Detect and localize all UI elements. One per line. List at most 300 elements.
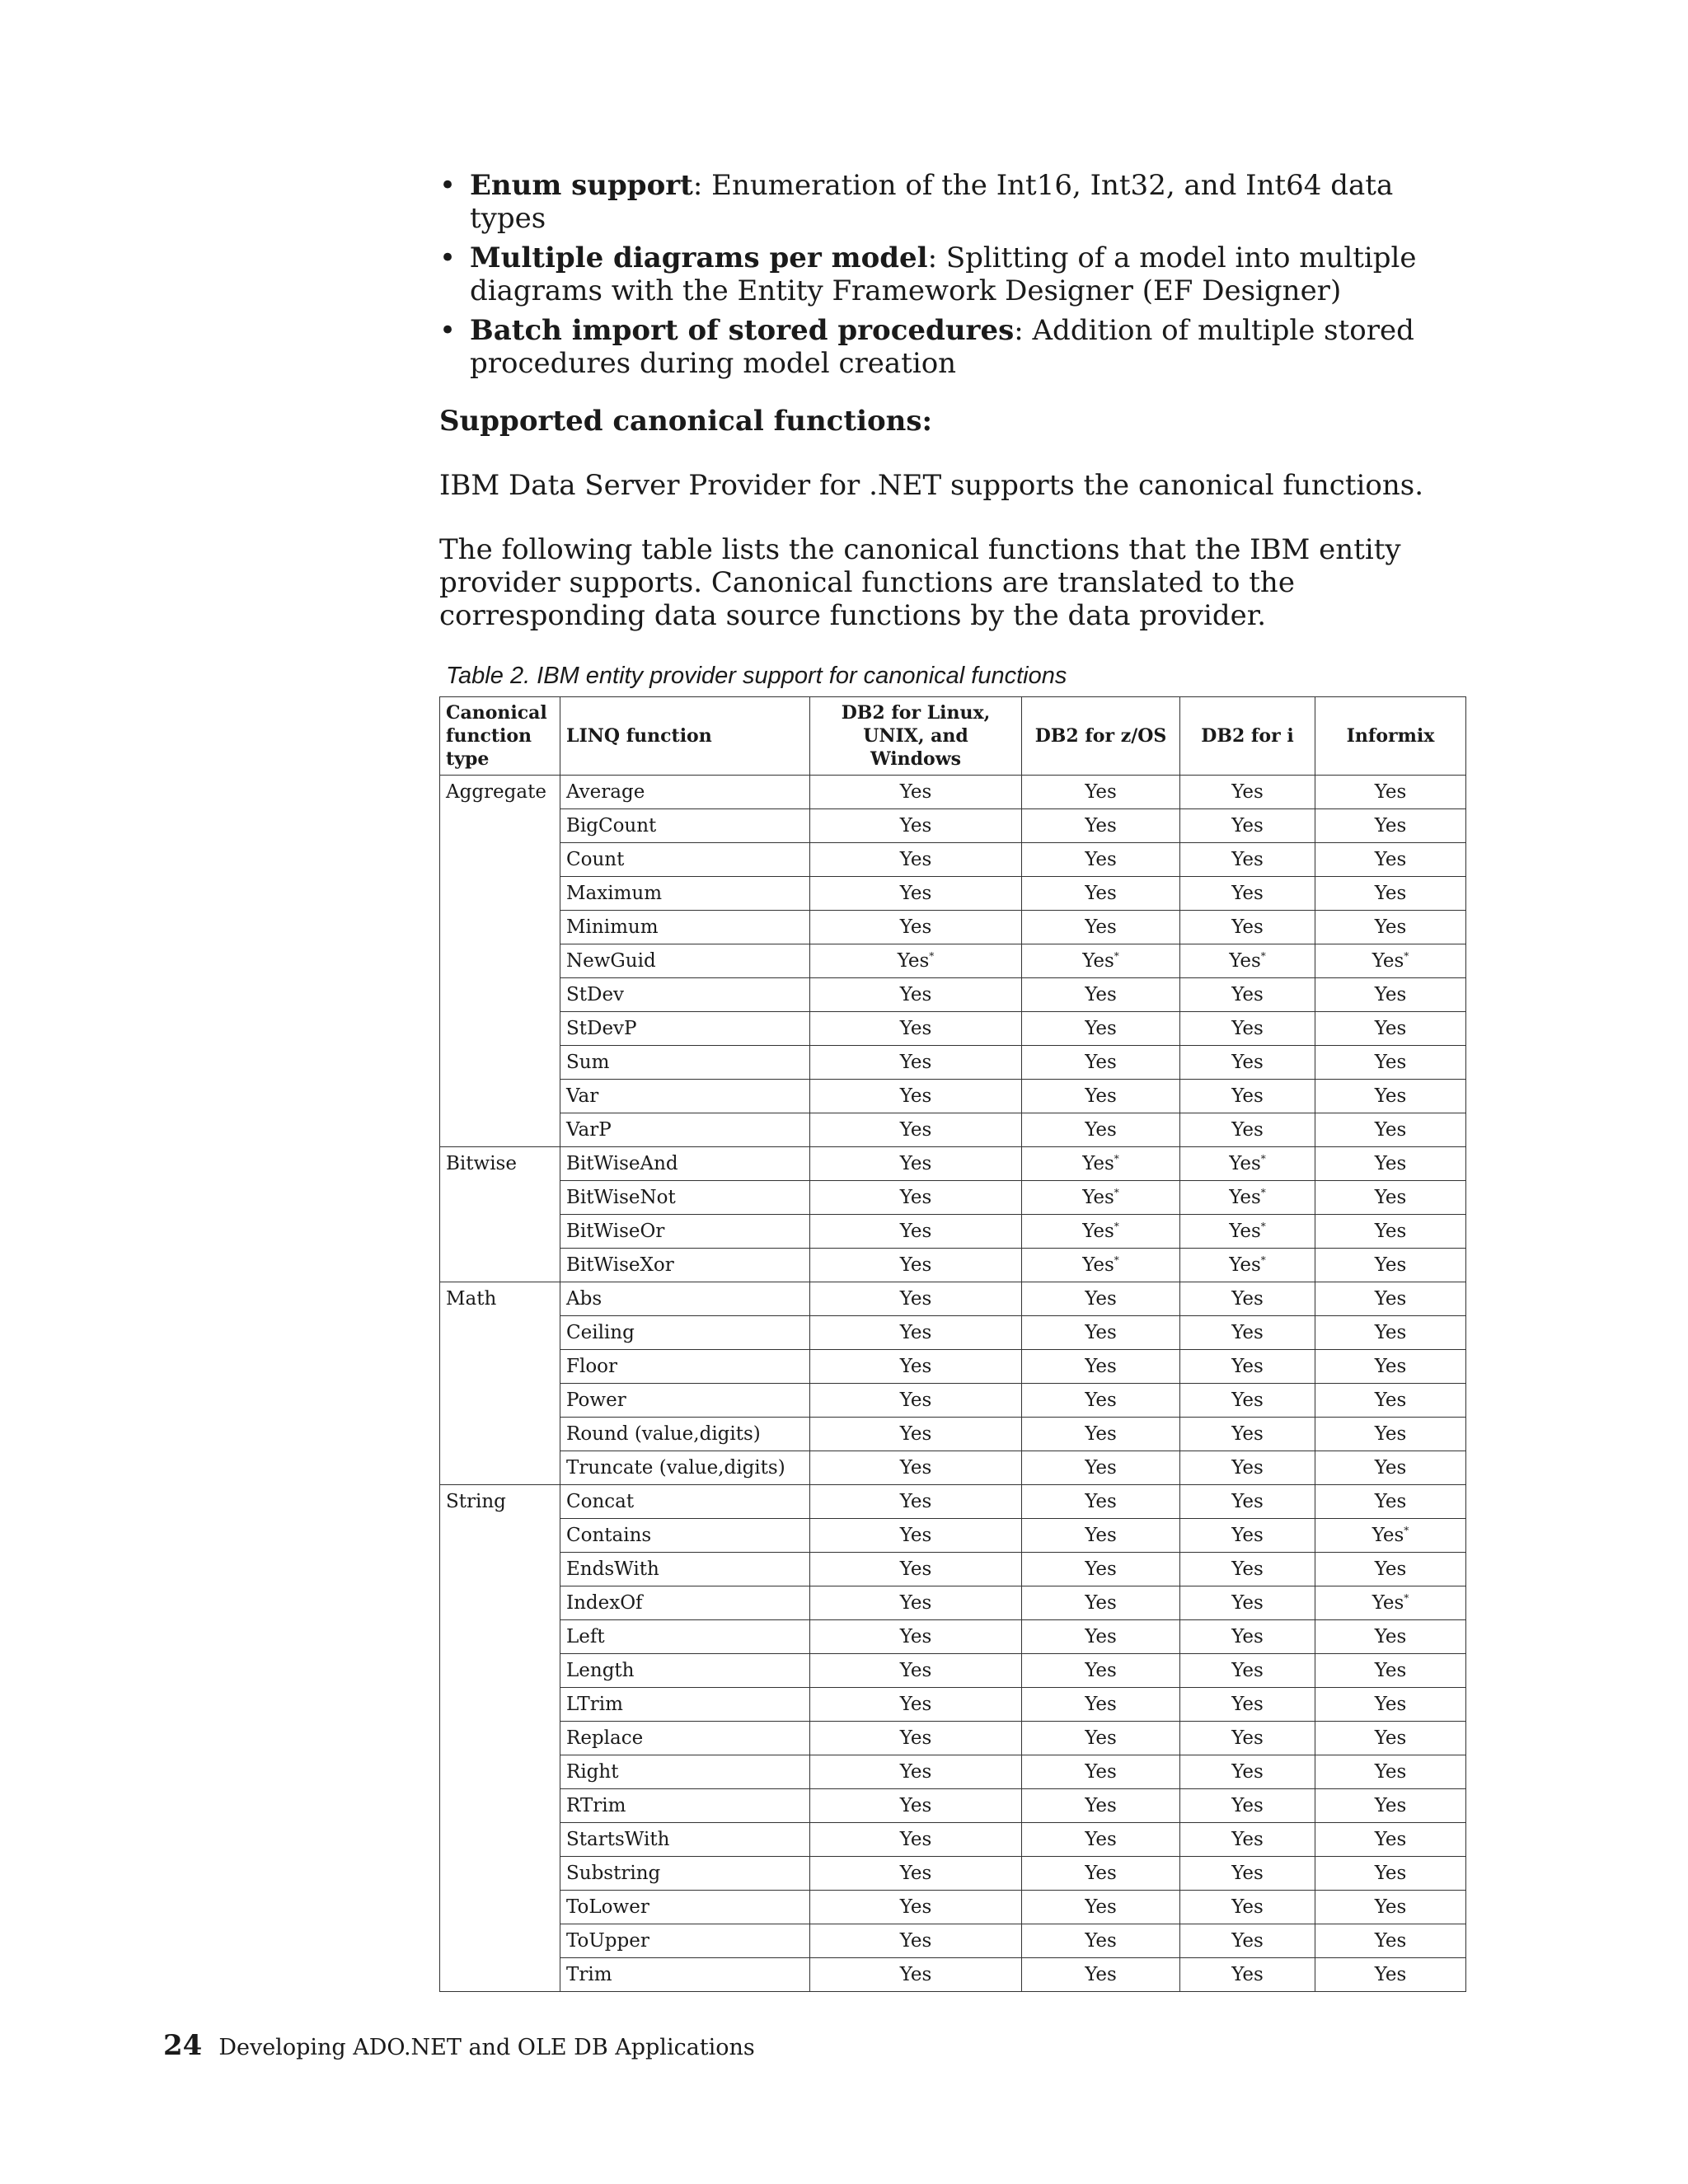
page-content — [439, 169, 1478, 1992]
db2-zos-cell — [1022, 911, 1180, 944]
paragraph-table-description: The following table lists the canonical functions that the IBM entity provider supports. Canonical functions are translated to the corresponding data source functions by the data provider. — [439, 533, 1401, 632]
informix-cell — [1315, 1924, 1466, 1958]
informix-cell — [1315, 944, 1466, 978]
bullet-icon: • — [439, 314, 457, 347]
table-row — [440, 1316, 1466, 1350]
support-value: Yes — [899, 1525, 932, 1546]
footnote-marker: * — [1404, 950, 1409, 962]
db2-luw-cell — [810, 944, 1022, 978]
db2-zos-cell — [1022, 1722, 1180, 1755]
book-title: Developing ADO.NET and OLE DB Applications — [218, 2035, 755, 2060]
support-value: Yes — [899, 1153, 932, 1174]
support-value: Yes — [899, 1356, 932, 1377]
bullet-text: : Addition of multiple stored procedures during model creation — [470, 314, 1414, 380]
db2-zos-cell — [1022, 809, 1180, 843]
db2-i-cell — [1180, 1924, 1315, 1958]
support-value: Yes — [1229, 1221, 1261, 1242]
header-linq-function: LINQ function — [560, 697, 810, 776]
informix-cell — [1315, 1113, 1466, 1147]
db2-luw-cell — [810, 1249, 1022, 1282]
db2-luw-cell — [810, 1857, 1022, 1891]
support-value: Yes — [899, 1085, 932, 1107]
support-value: Yes — [1229, 1187, 1261, 1208]
db2-luw-cell — [810, 1924, 1022, 1958]
informix-cell — [1315, 1316, 1466, 1350]
db2-luw-cell — [810, 1485, 1022, 1519]
support-value: Yes — [1374, 984, 1407, 1005]
db2-i-cell — [1180, 776, 1315, 809]
support-value: Yes — [1085, 1119, 1117, 1141]
db2-i-cell — [1180, 1418, 1315, 1451]
table-row — [440, 1215, 1466, 1249]
support-value: Yes — [1374, 883, 1407, 904]
table-row — [440, 1384, 1466, 1418]
support-value: Yes — [1085, 1795, 1117, 1816]
table-body — [440, 776, 1466, 1992]
db2-i-cell — [1180, 1046, 1315, 1080]
table-row — [440, 1924, 1466, 1958]
db2-zos-cell — [1022, 1553, 1180, 1586]
page-number: 24 — [163, 2029, 203, 2062]
support-value: Yes — [1374, 1119, 1407, 1141]
db2-i-cell — [1180, 1147, 1315, 1181]
table-row — [440, 1485, 1466, 1519]
bullet-term: Batch import of stored procedures — [470, 314, 1015, 347]
support-value: Yes — [899, 1896, 932, 1918]
db2-i-cell — [1180, 1958, 1315, 1992]
support-value: Yes — [899, 1288, 932, 1310]
footnote-marker: * — [1260, 1187, 1266, 1198]
footnote-marker: * — [1404, 1525, 1409, 1536]
db2-luw-cell — [810, 776, 1022, 809]
support-value: Yes — [1085, 1288, 1117, 1310]
db2-zos-cell — [1022, 877, 1180, 911]
support-value: Yes — [1085, 1626, 1117, 1647]
footnote-marker: * — [1114, 1254, 1119, 1266]
support-value: Yes — [1374, 1187, 1407, 1208]
informix-cell — [1315, 978, 1466, 1012]
linq-function-cell: Right — [560, 1755, 810, 1789]
db2-luw-cell — [810, 1755, 1022, 1789]
linq-function-cell: Minimum — [560, 911, 810, 944]
linq-function-cell: StDev — [560, 978, 810, 1012]
linq-function-cell: BitWiseNot — [560, 1181, 810, 1215]
support-value: Yes — [1085, 984, 1117, 1005]
db2-luw-cell — [810, 809, 1022, 843]
informix-cell — [1315, 1384, 1466, 1418]
db2-i-cell — [1180, 1350, 1315, 1384]
support-value: Yes — [1082, 950, 1114, 972]
linq-function-cell: NewGuid — [560, 944, 810, 978]
table-row — [440, 1755, 1466, 1789]
table-row — [440, 1012, 1466, 1046]
informix-cell — [1315, 1823, 1466, 1857]
linq-function-cell: Concat — [560, 1485, 810, 1519]
bullet-text: : Splitting of a model into multiple diagrams with the Entity Framework Designer (EF Designer) — [470, 241, 1417, 307]
support-value: Yes — [899, 1052, 932, 1073]
support-value: Yes — [1374, 781, 1407, 803]
support-value: Yes — [1231, 849, 1264, 870]
support-value: Yes — [1231, 1322, 1264, 1343]
support-value: Yes — [1085, 1525, 1117, 1546]
table-row — [440, 1249, 1466, 1282]
db2-luw-cell — [810, 1620, 1022, 1654]
support-value: Yes — [899, 1863, 932, 1884]
support-value: Yes — [1231, 1660, 1264, 1681]
informix-cell — [1315, 1080, 1466, 1113]
support-value: Yes — [899, 1964, 932, 1985]
support-value: Yes — [1231, 1592, 1264, 1614]
linq-function-cell: BitWiseAnd — [560, 1147, 810, 1181]
support-value: Yes — [899, 1390, 932, 1411]
db2-luw-cell — [810, 1215, 1022, 1249]
table-row — [440, 1620, 1466, 1654]
table-row — [440, 1147, 1466, 1181]
support-value: Yes — [1085, 1896, 1117, 1918]
support-value: Yes — [1372, 950, 1404, 972]
support-value: Yes — [1374, 1018, 1407, 1039]
db2-luw-cell — [810, 1654, 1022, 1688]
support-value: Yes — [1231, 1390, 1264, 1411]
support-value: Yes — [1085, 1558, 1117, 1580]
db2-luw-cell — [810, 1722, 1022, 1755]
db2-zos-cell — [1022, 1181, 1180, 1215]
linq-function-cell: RTrim — [560, 1789, 810, 1823]
linq-function-cell: BitWiseXor — [560, 1249, 810, 1282]
db2-i-cell — [1180, 911, 1315, 944]
db2-i-cell — [1180, 1722, 1315, 1755]
section-heading: Supported canonical functions: — [439, 405, 933, 438]
db2-zos-cell — [1022, 944, 1180, 978]
db2-zos-cell — [1022, 1485, 1180, 1519]
informix-cell — [1315, 1181, 1466, 1215]
support-value: Yes — [1231, 815, 1264, 837]
support-value: Yes — [1085, 1727, 1117, 1749]
support-value: Yes — [899, 1187, 932, 1208]
support-value: Yes — [1374, 1322, 1407, 1343]
db2-i-cell — [1180, 1485, 1315, 1519]
support-value: Yes — [1374, 1423, 1407, 1445]
table-row — [440, 1857, 1466, 1891]
linq-function-cell: Var — [560, 1080, 810, 1113]
db2-i-cell — [1180, 1586, 1315, 1620]
support-value: Yes — [1374, 1356, 1407, 1377]
table-row — [440, 1418, 1466, 1451]
list-item — [439, 241, 1478, 307]
linq-function-cell: StartsWith — [560, 1823, 810, 1857]
db2-zos-cell — [1022, 978, 1180, 1012]
table-row — [440, 1080, 1466, 1113]
support-value: Yes — [899, 1018, 932, 1039]
linq-function-cell: BigCount — [560, 809, 810, 843]
table-row — [440, 978, 1466, 1012]
support-value: Yes — [899, 1322, 932, 1343]
support-value: Yes — [1374, 1795, 1407, 1816]
support-value: Yes — [1085, 849, 1117, 870]
db2-i-cell — [1180, 1891, 1315, 1924]
db2-zos-cell — [1022, 1046, 1180, 1080]
db2-i-cell — [1180, 1553, 1315, 1586]
table-row — [440, 1823, 1466, 1857]
informix-cell — [1315, 1857, 1466, 1891]
db2-luw-cell — [810, 911, 1022, 944]
support-value: Yes — [1374, 1626, 1407, 1647]
support-value: Yes — [1231, 883, 1264, 904]
table-row — [440, 1350, 1466, 1384]
support-value: Yes — [1085, 1018, 1117, 1039]
db2-luw-cell — [810, 1958, 1022, 1992]
support-value: Yes — [1231, 1052, 1264, 1073]
table-row — [440, 1586, 1466, 1620]
support-value: Yes — [1231, 1896, 1264, 1918]
db2-luw-cell — [810, 978, 1022, 1012]
header-db2-i: DB2 for i — [1180, 697, 1315, 776]
table-row — [440, 1722, 1466, 1755]
support-value: Yes — [1231, 1795, 1264, 1816]
db2-zos-cell — [1022, 1384, 1180, 1418]
table-row — [440, 1553, 1466, 1586]
db2-i-cell — [1180, 1384, 1315, 1418]
support-value: Yes — [1229, 1153, 1261, 1174]
db2-zos-cell — [1022, 1755, 1180, 1789]
support-value: Yes — [899, 1491, 932, 1512]
db2-zos-cell — [1022, 1418, 1180, 1451]
bullet-term: Enum support — [470, 169, 693, 202]
footnote-marker: * — [1114, 1221, 1119, 1232]
linq-function-cell: ToLower — [560, 1891, 810, 1924]
linq-function-cell: LTrim — [560, 1688, 810, 1722]
support-value: Yes — [899, 1626, 932, 1647]
db2-luw-cell — [810, 1350, 1022, 1384]
support-value: Yes — [899, 849, 932, 870]
informix-cell — [1315, 1553, 1466, 1586]
linq-function-cell: Maximum — [560, 877, 810, 911]
linq-function-cell: StDevP — [560, 1012, 810, 1046]
table-row — [440, 1282, 1466, 1316]
support-value: Yes — [1231, 1694, 1264, 1715]
db2-luw-cell — [810, 1046, 1022, 1080]
support-value: Yes — [1085, 781, 1117, 803]
support-value: Yes — [899, 1694, 932, 1715]
db2-i-cell — [1180, 1857, 1315, 1891]
linq-function-cell: Floor — [560, 1350, 810, 1384]
linq-function-cell: EndsWith — [560, 1553, 810, 1586]
support-value: Yes — [1082, 1254, 1114, 1276]
linq-function-cell: Truncate (value,digits) — [560, 1451, 810, 1485]
informix-cell — [1315, 911, 1466, 944]
informix-cell — [1315, 1249, 1466, 1282]
informix-cell — [1315, 877, 1466, 911]
db2-zos-cell — [1022, 1958, 1180, 1992]
linq-function-cell: BitWiseOr — [560, 1215, 810, 1249]
informix-cell — [1315, 1891, 1466, 1924]
support-value: Yes — [1374, 1153, 1407, 1174]
support-value: Yes — [1374, 916, 1407, 938]
footnote-marker: * — [1260, 1153, 1266, 1165]
support-value: Yes — [1085, 815, 1117, 837]
informix-cell — [1315, 1215, 1466, 1249]
support-value: Yes — [899, 1727, 932, 1749]
table-row — [440, 1519, 1466, 1553]
support-value: Yes — [1374, 1761, 1407, 1783]
support-value: Yes — [1374, 1052, 1407, 1073]
db2-zos-cell — [1022, 1620, 1180, 1654]
table-row — [440, 1654, 1466, 1688]
support-value: Yes — [1374, 1457, 1407, 1479]
linq-function-cell: Substring — [560, 1857, 810, 1891]
linq-function-cell: IndexOf — [560, 1586, 810, 1620]
table-row — [440, 1046, 1466, 1080]
db2-i-cell — [1180, 1181, 1315, 1215]
db2-luw-cell — [810, 1316, 1022, 1350]
db2-i-cell — [1180, 1215, 1315, 1249]
db2-i-cell — [1180, 1451, 1315, 1485]
support-value: Yes — [1231, 1085, 1264, 1107]
table-row — [440, 809, 1466, 843]
db2-i-cell — [1180, 1654, 1315, 1688]
footnote-marker: * — [1114, 1187, 1119, 1198]
canonical-functions-table — [439, 696, 1466, 1992]
db2-luw-cell — [810, 1080, 1022, 1113]
support-value: Yes — [1231, 1288, 1264, 1310]
table-row — [440, 1113, 1466, 1147]
db2-i-cell — [1180, 1823, 1315, 1857]
table-row — [440, 944, 1466, 978]
informix-cell — [1315, 1012, 1466, 1046]
function-type-cell: String — [440, 1485, 560, 1992]
feature-list — [439, 169, 1478, 380]
informix-cell — [1315, 1586, 1466, 1620]
linq-function-cell: Count — [560, 843, 810, 877]
table-row — [440, 911, 1466, 944]
table-caption: Table 2. IBM entity provider support for canonical functions — [446, 663, 1067, 689]
db2-luw-cell — [810, 1181, 1022, 1215]
support-value: Yes — [1231, 1829, 1264, 1850]
support-value: Yes — [1374, 1694, 1407, 1715]
db2-i-cell — [1180, 1688, 1315, 1722]
support-value: Yes — [1374, 1085, 1407, 1107]
linq-function-cell: Sum — [560, 1046, 810, 1080]
support-value: Yes — [1374, 1491, 1407, 1512]
db2-i-cell — [1180, 1249, 1315, 1282]
db2-luw-cell — [810, 1451, 1022, 1485]
function-type-cell: Math — [440, 1282, 560, 1485]
db2-zos-cell — [1022, 1012, 1180, 1046]
db2-zos-cell — [1022, 1113, 1180, 1147]
support-value: Yes — [899, 1930, 932, 1952]
db2-luw-cell — [810, 1147, 1022, 1181]
support-value: Yes — [1231, 1761, 1264, 1783]
db2-luw-cell — [810, 1823, 1022, 1857]
db2-luw-cell — [810, 1789, 1022, 1823]
support-value: Yes — [1231, 1457, 1264, 1479]
header-informix: Informix — [1315, 697, 1466, 776]
support-value: Yes — [1085, 1930, 1117, 1952]
support-value: Yes — [1374, 1390, 1407, 1411]
support-value: Yes — [899, 1558, 932, 1580]
informix-cell — [1315, 1688, 1466, 1722]
page-footer — [163, 2029, 755, 2064]
informix-cell — [1315, 1654, 1466, 1688]
informix-cell — [1315, 1485, 1466, 1519]
support-value: Yes — [899, 1254, 932, 1276]
linq-function-cell: Contains — [560, 1519, 810, 1553]
table-row — [440, 1688, 1466, 1722]
footnote-marker: * — [1114, 1153, 1119, 1165]
linq-function-cell: Round (value,digits) — [560, 1418, 810, 1451]
db2-zos-cell — [1022, 1789, 1180, 1823]
support-value: Yes — [1374, 1254, 1407, 1276]
linq-function-cell: Abs — [560, 1282, 810, 1316]
db2-i-cell — [1180, 1080, 1315, 1113]
db2-zos-cell — [1022, 1688, 1180, 1722]
db2-zos-cell — [1022, 1282, 1180, 1316]
support-value: Yes — [1229, 950, 1261, 972]
support-value: Yes — [899, 1829, 932, 1850]
support-value: Yes — [1374, 1558, 1407, 1580]
linq-function-cell: VarP — [560, 1113, 810, 1147]
db2-zos-cell — [1022, 1249, 1180, 1282]
support-value: Yes — [899, 1457, 932, 1479]
table-row — [440, 1958, 1466, 1992]
support-value: Yes — [1374, 815, 1407, 837]
support-value: Yes — [1231, 1930, 1264, 1952]
support-value: Yes — [1085, 1694, 1117, 1715]
support-value: Yes — [899, 1660, 932, 1681]
support-value: Yes — [1231, 1558, 1264, 1580]
support-value: Yes — [1374, 1896, 1407, 1918]
linq-function-cell: ToUpper — [560, 1924, 810, 1958]
support-value: Yes — [1374, 1930, 1407, 1952]
support-value: Yes — [899, 1795, 932, 1816]
support-value: Yes — [1374, 1660, 1407, 1681]
table-row — [440, 1181, 1466, 1215]
db2-zos-cell — [1022, 1080, 1180, 1113]
support-value: Yes — [1372, 1592, 1404, 1614]
informix-cell — [1315, 1755, 1466, 1789]
informix-cell — [1315, 1722, 1466, 1755]
db2-zos-cell — [1022, 776, 1180, 809]
informix-cell — [1315, 1620, 1466, 1654]
support-value: Yes — [899, 781, 932, 803]
support-value: Yes — [1374, 1863, 1407, 1884]
support-value: Yes — [1085, 1423, 1117, 1445]
support-value: Yes — [897, 950, 930, 972]
db2-i-cell — [1180, 843, 1315, 877]
support-value: Yes — [1085, 1052, 1117, 1073]
support-value: Yes — [1374, 1964, 1407, 1985]
support-value: Yes — [899, 815, 932, 837]
db2-i-cell — [1180, 1755, 1315, 1789]
support-value: Yes — [1085, 1964, 1117, 1985]
header-db2-luw: DB2 for Linux, UNIX, and Windows — [810, 697, 1022, 776]
support-value: Yes — [1231, 984, 1264, 1005]
footnote-marker: * — [1114, 950, 1119, 962]
db2-i-cell — [1180, 1113, 1315, 1147]
support-value: Yes — [1085, 1457, 1117, 1479]
db2-i-cell — [1180, 1789, 1315, 1823]
support-value: Yes — [1231, 1356, 1264, 1377]
db2-zos-cell — [1022, 1891, 1180, 1924]
support-value: Yes — [1231, 1423, 1264, 1445]
support-value: Yes — [1374, 849, 1407, 870]
informix-cell — [1315, 1451, 1466, 1485]
table-row — [440, 843, 1466, 877]
support-value: Yes — [1374, 1221, 1407, 1242]
support-value: Yes — [1231, 1491, 1264, 1512]
support-value: Yes — [899, 1761, 932, 1783]
support-value: Yes — [1085, 1356, 1117, 1377]
